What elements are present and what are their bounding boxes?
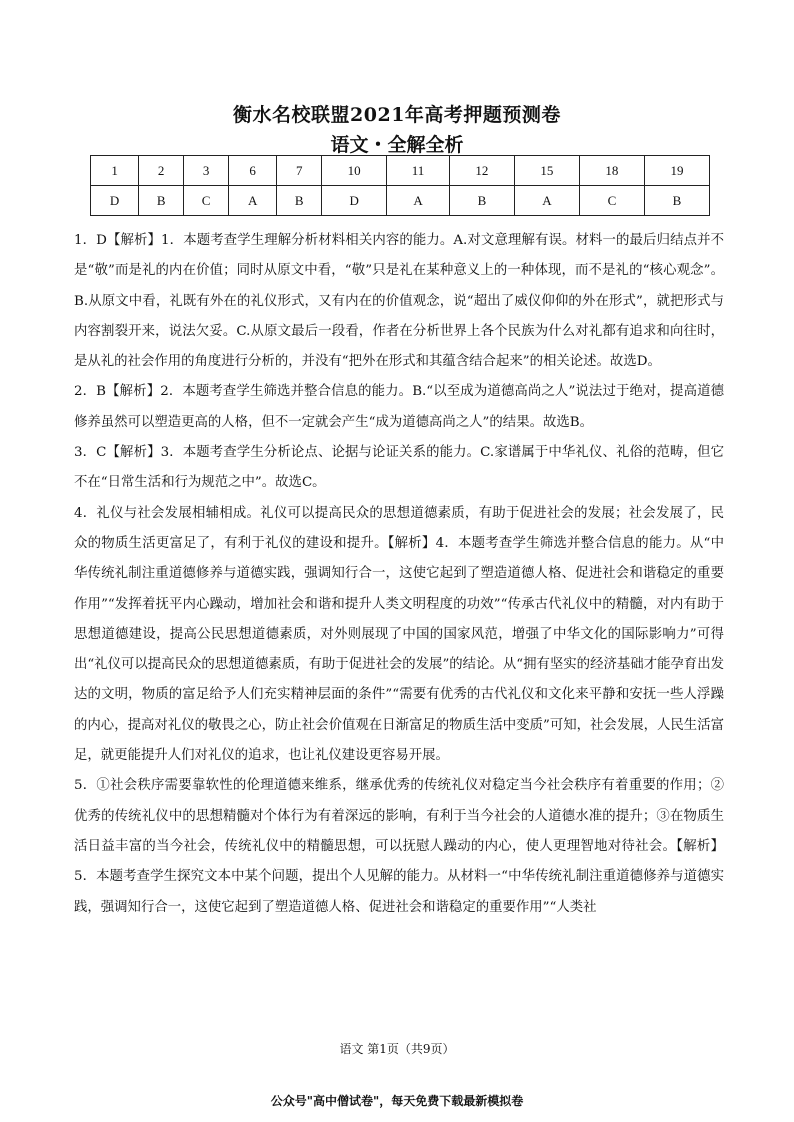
question-number-cell: 11 bbox=[387, 156, 450, 186]
answer-cell: D bbox=[91, 186, 139, 216]
answer-cell: B bbox=[139, 186, 184, 216]
question-number-row bbox=[91, 156, 710, 186]
answer-cell: A bbox=[514, 186, 579, 216]
question-number-cell: 6 bbox=[229, 156, 277, 186]
question-number-cell: 10 bbox=[322, 156, 387, 186]
question-number-cell: 18 bbox=[579, 156, 644, 186]
explanation-paragraph-4: 4．礼仪与社会发展相辅相成。礼仪可以提高民众的思想道德素质，有助于促进社会的发展；社会发展了，民众的物质生活更富足了，有利于礼仪的建设和提升。【解析】4．本题考查学生筛选并整合信息的能力。从“中华传统礼制注重道德修养与道德实践，强调知行合一，这使它起到了塑造道德人格、促进社会和谐稳定的重要作用”“发挥着抚平内心躁动，增加社会和谐和提升人类文明程度的功效”“传承古代礼仪中的精髓，对内有助于思想道德建设，提高公民思想道德素质，对外则展现了中国的国家风范，增强了中华文化的国际影响力”可得出“礼仪可以提高民众的思想道德素质，有助于促进社会的发展”的结论。从“拥有坚实的经济基础才能孕育出发达的文明，物质的富足给予人们充实精神层面的条件”“需要有优秀的古代礼仪和文化来平静和安抚一些人浮躁的内心，提高对礼仪的敬畏之心，防止社会价值观在日渐富足的物质生活中变质”可知，社会发展，人民生活富足，就更能提升人们对礼仪的追求，也让礼仪建设更容易开展。 bbox=[74, 505, 724, 764]
explanation-paragraph-1: 1．D【解析】1．本题考查学生理解分析材料相关内容的能力。A.对文意理解有误。材料一的最后归结点并不是“敬”而是礼的内在价值；同时从原文中看，“敬”只是礼在某种意义上的一种体现，而不是礼的“核心观念”。B.从原文中看，礼既有外在的礼仪形式，又有内在的价值观念，说“超出了威仪仰仰的外在形式”，就把形式与内容割裂开来，说法欠妥。C.从原文最后一段看，作者在分析世界上各个民族为什么对礼都有追求和向往时，是从礼的社会作用的角度进行分析的，并没有“把外在形式和其蕴含结合起来”的相关论述。故选D。 bbox=[74, 233, 724, 370]
explanation-paragraph-2: 2．B【解析】2．本题考查学生筛选并整合信息的能力。B.“以至成为道德高尚之人”说法过于绝对，提高道德修养虽然可以塑造更高的人格，但不一定就会产生“成为道德高尚之人”的结果。故选B。 bbox=[74, 384, 724, 430]
answer-table bbox=[90, 155, 710, 216]
explanation-body bbox=[74, 226, 724, 923]
question-number-cell: 2 bbox=[139, 156, 184, 186]
answer-row bbox=[91, 186, 710, 216]
document-subtitle: 语文・全解全析 bbox=[330, 134, 464, 156]
answer-cell: B bbox=[644, 186, 709, 216]
answer-cell: B bbox=[449, 186, 514, 216]
question-number-cell: 7 bbox=[277, 156, 322, 186]
answer-cell: A bbox=[229, 186, 277, 216]
explanation-paragraph-5: 5．①社会秩序需要靠软性的伦理道德来维系，继承优秀的传统礼仪对稳定当今社会秩序有着重要的作用；②优秀的传统礼仪中的思想精髓对个体行为有着深远的影响，有利于当今社会的人道德水准的提升；③在物质生活日益丰富的当今社会，传统礼仪中的精髓思想，可以抚慰人躁动的内心，使人更理智地对待社会。【解析】5．本题考查学生探究文本中某个问题，提出个人见解的能力。从材料一“中华传统礼制注重道德修养与道德实践，强调知行合一，这使它起到了塑造道德人格、促进社会和谐稳定的重要作用”“人类社 bbox=[74, 778, 724, 915]
footer-notice: 公众号"高中僧试卷"，每天免费下载最新模拟卷 bbox=[270, 1094, 524, 1108]
page-number: 语文 第1页（共9页） bbox=[339, 1042, 455, 1056]
explanation-paragraph-3: 3．C【解析】3．本题考查学生分析论点、论据与论证关系的能力。C.家谱属于中华礼仪、礼俗的范畴，但它不在“日常生活和行为规范之中”。故选C。 bbox=[74, 445, 724, 491]
question-number-cell: 12 bbox=[449, 156, 514, 186]
answer-cell: C bbox=[579, 186, 644, 216]
question-number-cell: 15 bbox=[514, 156, 579, 186]
answer-cell: B bbox=[277, 186, 322, 216]
question-number-cell: 3 bbox=[184, 156, 229, 186]
question-number-cell: 19 bbox=[644, 156, 709, 186]
answer-cell: C bbox=[184, 186, 229, 216]
question-number-cell: 1 bbox=[91, 156, 139, 186]
answer-cell: A bbox=[387, 186, 450, 216]
answer-cell: D bbox=[322, 186, 387, 216]
document-title: 衡水名校联盟2021年高考押题预测卷 bbox=[233, 104, 561, 126]
